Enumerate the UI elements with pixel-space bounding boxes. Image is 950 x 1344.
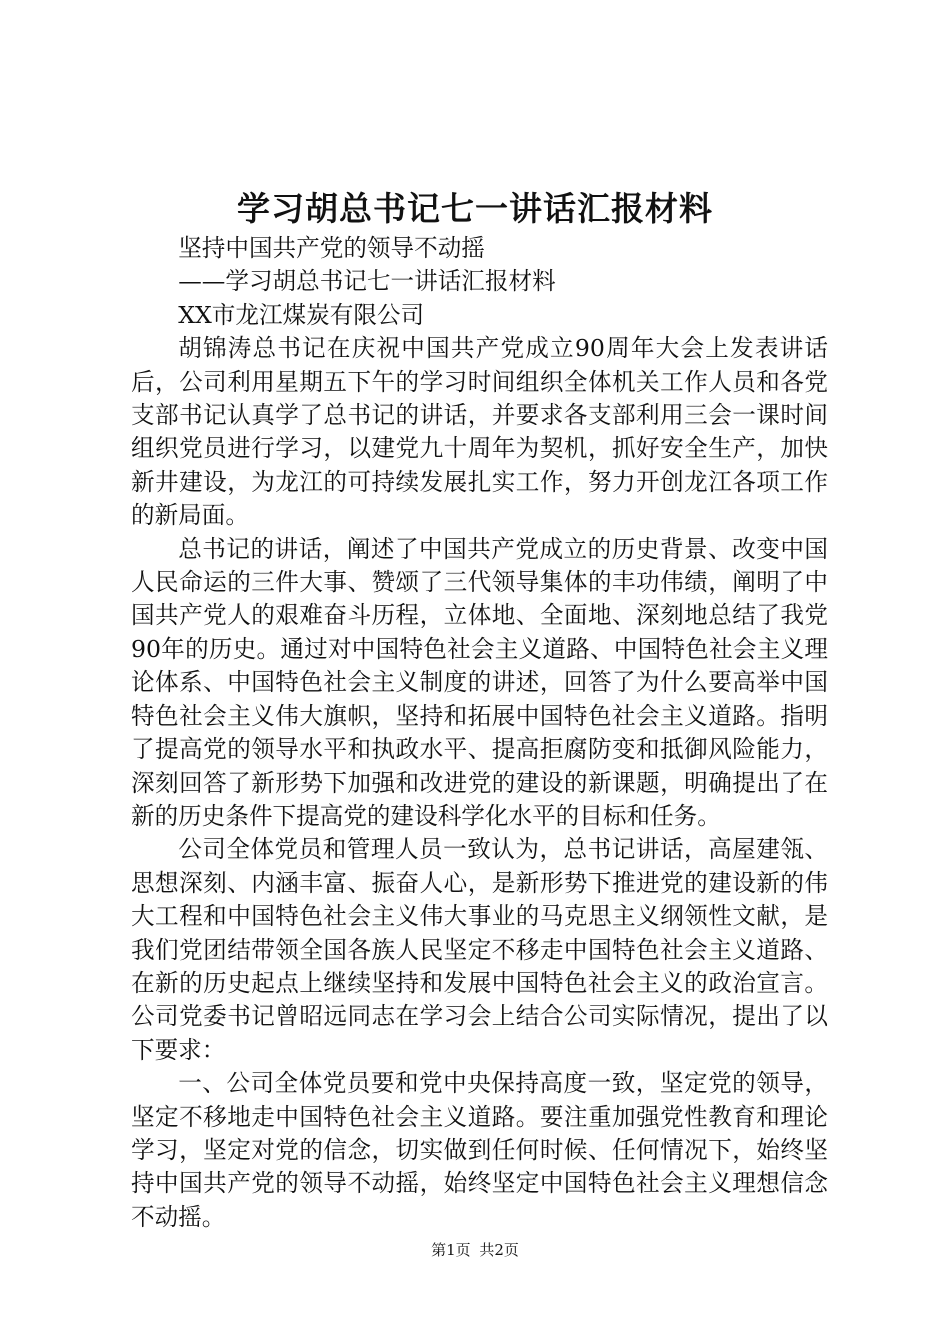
subtitle-subheading: ——学习胡总书记七一讲话汇报材料 (178, 267, 556, 296)
document-body (131, 232, 828, 1234)
body-paragraph: 胡锦涛总书记在庆祝中国共产党成立90周年大会上发表讲话后，公司利用星期五下午的学习时间组织全体机关工作人员和各党支部书记认真学了总书记的讲话，并要求各支部利用三会一课时间组织党员进行学习，以建党九十周年为契机，抓好安全生产，加快新井建设，为龙江的可持续发展扎实工作，努力开创龙江各项工作的新局面。 (131, 334, 828, 530)
document-title: 学习胡总书记七一讲话汇报材料 (237, 189, 713, 228)
author-organization: XX市龙江煤炭有限公司 (178, 300, 425, 329)
body-paragraph: 总书记的讲话，阐述了中国共产党成立的历史背景、改变中国人民命运的三件大事、赞颂了三代领导集体的丰功伟绩，阐明了中国共产党人的艰难奋斗历程，立体地、全面地、深刻地总结了我党90年的历史。通过对中国特色社会主义道路、中国特色社会主义理论体系、中国特色社会主义制度的讲述，回答了为什么要高举中国特色社会主义伟大旗帜，坚持和拓展中国特色社会主义道路。指明了提高党的领导水平和执政水平、提高拒腐防变和抵御风险能力，深刻回答了新形势下加强和改进党的建设的新课题，明确提出了在新的历史条件下提高党的建设科学化水平的目标和任务。 (131, 534, 828, 830)
body-paragraph: 公司全体党员和管理人员一致认为，总书记讲话，高屋建瓴、思想深刻、内涵丰富、振奋人心，是新形势下推进党的建设新的伟大工程和中国特色社会主义伟大事业的马克思主义纲领性文献，是我们党团结带领全国各族人民坚定不移走中国特色社会主义道路、在新的历史起点上继续坚持和发展中国特色社会主义的政治宣言。公司党委书记曾昭远同志在学习会上结合公司实际情况，提出了以下要求： (131, 835, 828, 1064)
page-number: 第1页 (431, 1241, 471, 1259)
body-paragraph: 一、公司全体党员要和党中央保持高度一致，坚定党的领导，坚定不移地走中国特色社会主义道路。要注重加强党性教育和理论学习，坚定对党的信念，切实做到任何时候、任何情况下，始终坚持中国共产党的领导不动摇，始终坚定中国特色社会主义理想信念不动摇。 (131, 1069, 828, 1231)
page-footer (0, 1240, 950, 1260)
page-total: 共2页 (479, 1241, 519, 1259)
subtitle-line: 坚持中国共产党的领导不动摇 (178, 234, 485, 262)
